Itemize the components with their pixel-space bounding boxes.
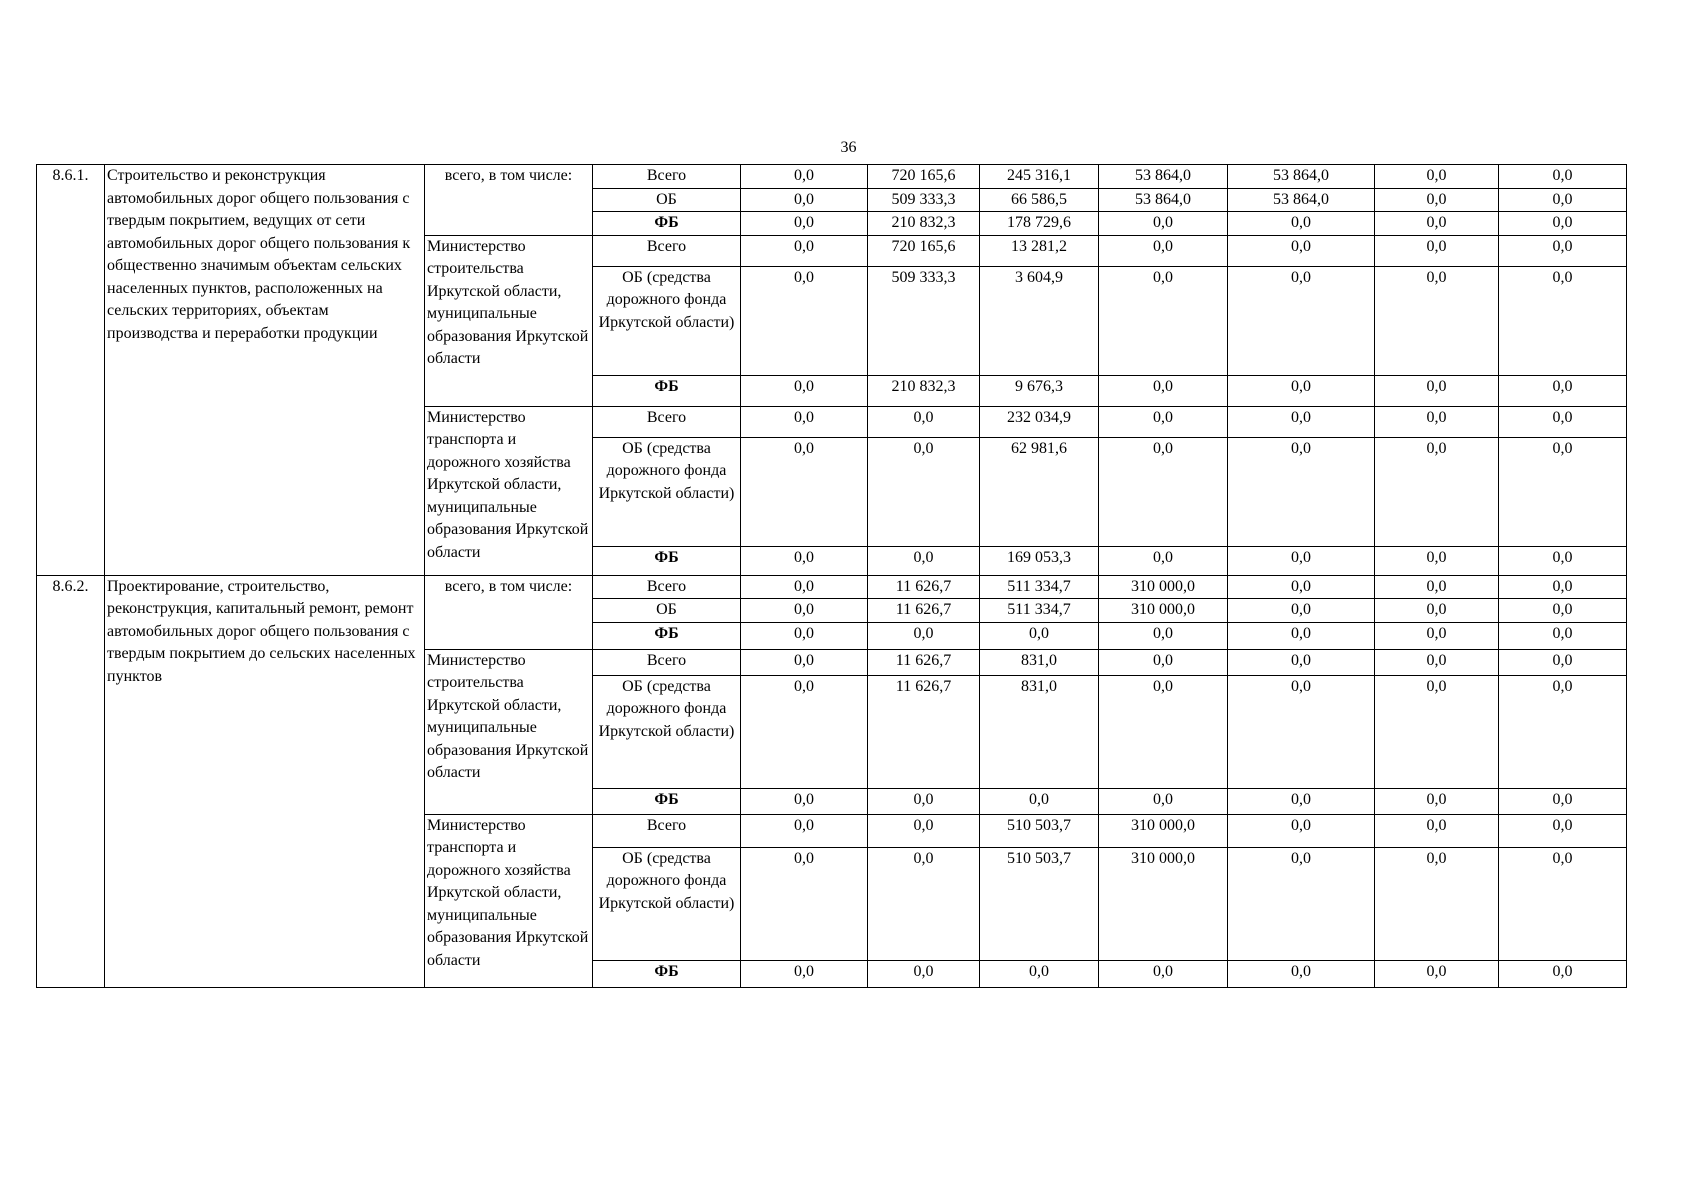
amount-cell: 62 981,6	[980, 437, 1099, 546]
amount-cell: 0,0	[1375, 649, 1499, 675]
amount-cell: 0,0	[741, 960, 868, 987]
funding-source-label: Всего	[593, 235, 741, 266]
table-row	[37, 575, 1627, 599]
amount-cell: 0,0	[741, 406, 868, 437]
amount-cell: 310 000,0	[1099, 814, 1228, 847]
amount-cell: 0,0	[980, 960, 1099, 987]
executor-cell: всего, в том числе:	[425, 165, 593, 236]
amount-cell: 232 034,9	[980, 406, 1099, 437]
amount-cell: 0,0	[1375, 235, 1499, 266]
amount-cell: 720 165,6	[868, 235, 980, 266]
amount-cell: 0,0	[1375, 788, 1499, 814]
amount-cell: 0,0	[741, 599, 868, 623]
amount-cell: 0,0	[868, 960, 980, 987]
funding-source-label: ФБ	[593, 788, 741, 814]
amount-cell: 0,0	[1099, 675, 1228, 788]
amount-cell: 0,0	[1228, 266, 1375, 375]
amount-cell: 0,0	[1375, 406, 1499, 437]
amount-cell: 0,0	[741, 437, 868, 546]
amount-cell: 0,0	[868, 622, 980, 649]
amount-cell: 0,0	[741, 375, 868, 406]
section-code: 8.6.1.	[37, 165, 105, 576]
amount-cell: 0,0	[1499, 437, 1627, 546]
amount-cell: 0,0	[741, 546, 868, 575]
amount-cell: 11 626,7	[868, 575, 980, 599]
amount-cell: 210 832,3	[868, 375, 980, 406]
table-row	[37, 165, 1627, 189]
amount-cell: 66 586,5	[980, 188, 1099, 212]
amount-cell: 0,0	[868, 546, 980, 575]
amount-cell: 0,0	[741, 188, 868, 212]
amount-cell: 0,0	[1099, 375, 1228, 406]
amount-cell: 0,0	[1375, 814, 1499, 847]
amount-cell: 511 334,7	[980, 599, 1099, 623]
executor-cell: Министерство строительства Иркутской области, муниципальные образования Иркутской области	[425, 649, 593, 814]
amount-cell: 0,0	[1499, 649, 1627, 675]
amount-cell: 0,0	[1228, 847, 1375, 960]
amount-cell: 0,0	[741, 575, 868, 599]
amount-cell: 0,0	[1228, 960, 1375, 987]
amount-cell: 53 864,0	[1099, 188, 1228, 212]
amount-cell: 0,0	[1228, 575, 1375, 599]
amount-cell: 0,0	[1499, 375, 1627, 406]
funding-source-label: ОБ	[593, 599, 741, 623]
funding-source-label: ФБ	[593, 212, 741, 236]
amount-cell: 0,0	[1228, 235, 1375, 266]
amount-cell: 0,0	[1099, 406, 1228, 437]
executor-cell: Министерство транспорта и дорожного хозяйства Иркутской области, муниципальные образования Иркутской области	[425, 406, 593, 575]
amount-cell: 0,0	[1228, 814, 1375, 847]
amount-cell: 0,0	[1375, 546, 1499, 575]
amount-cell: 310 000,0	[1099, 847, 1228, 960]
amount-cell: 0,0	[1375, 847, 1499, 960]
executor-cell: Министерство транспорта и дорожного хозяйства Иркутской области, муниципальные образования Иркутской области	[425, 814, 593, 987]
amount-cell: 0,0	[741, 235, 868, 266]
amount-cell: 53 864,0	[1099, 165, 1228, 189]
amount-cell: 0,0	[1499, 575, 1627, 599]
amount-cell: 831,0	[980, 649, 1099, 675]
amount-cell: 53 864,0	[1228, 188, 1375, 212]
funding-source-label: Всего	[593, 575, 741, 599]
funding-source-label: Всего	[593, 406, 741, 437]
amount-cell: 9 676,3	[980, 375, 1099, 406]
executor-cell: всего, в том числе:	[425, 575, 593, 649]
amount-cell: 0,0	[1228, 212, 1375, 236]
amount-cell: 509 333,3	[868, 266, 980, 375]
amount-cell: 0,0	[1499, 266, 1627, 375]
amount-cell: 0,0	[1228, 599, 1375, 623]
amount-cell: 0,0	[741, 266, 868, 375]
amount-cell: 0,0	[1099, 212, 1228, 236]
amount-cell: 0,0	[1228, 788, 1375, 814]
amount-cell: 0,0	[741, 788, 868, 814]
amount-cell: 0,0	[1099, 546, 1228, 575]
amount-cell: 511 334,7	[980, 575, 1099, 599]
amount-cell: 0,0	[1499, 165, 1627, 189]
page-number: 36	[840, 139, 857, 156]
funding-source-label: ОБ	[593, 188, 741, 212]
amount-cell: 0,0	[980, 622, 1099, 649]
amount-cell: 0,0	[1099, 649, 1228, 675]
amount-cell: 0,0	[868, 437, 980, 546]
amount-cell: 0,0	[1499, 622, 1627, 649]
amount-cell: 210 832,3	[868, 212, 980, 236]
amount-cell: 0,0	[1375, 960, 1499, 987]
funding-source-label: Всего	[593, 649, 741, 675]
amount-cell: 0,0	[1375, 212, 1499, 236]
amount-cell: 0,0	[1375, 622, 1499, 649]
amount-cell: 0,0	[1099, 960, 1228, 987]
amount-cell: 510 503,7	[980, 814, 1099, 847]
amount-cell: 0,0	[1375, 575, 1499, 599]
budget-table	[36, 164, 1627, 988]
amount-cell: 53 864,0	[1228, 165, 1375, 189]
section-code: 8.6.2.	[37, 575, 105, 987]
amount-cell: 510 503,7	[980, 847, 1099, 960]
amount-cell: 11 626,7	[868, 599, 980, 623]
funding-source-label: ОБ (средства дорожного фонда Иркутской области)	[593, 847, 741, 960]
amount-cell: 0,0	[1228, 375, 1375, 406]
amount-cell: 0,0	[1499, 406, 1627, 437]
amount-cell: 0,0	[868, 406, 980, 437]
funding-source-label: ФБ	[593, 622, 741, 649]
amount-cell: 0,0	[741, 649, 868, 675]
amount-cell: 0,0	[1099, 788, 1228, 814]
amount-cell: 0,0	[1375, 375, 1499, 406]
funding-source-label: Всего	[593, 165, 741, 189]
amount-cell: 0,0	[1375, 165, 1499, 189]
amount-cell: 0,0	[868, 847, 980, 960]
amount-cell: 0,0	[868, 788, 980, 814]
amount-cell: 0,0	[1375, 675, 1499, 788]
funding-source-label: ОБ (средства дорожного фонда Иркутской области)	[593, 266, 741, 375]
amount-cell: 0,0	[741, 165, 868, 189]
funding-source-label: ОБ (средства дорожного фонда Иркутской области)	[593, 437, 741, 546]
amount-cell: 0,0	[1499, 814, 1627, 847]
amount-cell: 0,0	[1099, 235, 1228, 266]
amount-cell: 310 000,0	[1099, 599, 1228, 623]
amount-cell: 0,0	[1499, 546, 1627, 575]
amount-cell: 0,0	[1099, 622, 1228, 649]
amount-cell: 0,0	[1228, 546, 1375, 575]
amount-cell: 831,0	[980, 675, 1099, 788]
amount-cell: 0,0	[1375, 266, 1499, 375]
amount-cell: 0,0	[1499, 788, 1627, 814]
amount-cell: 0,0	[1499, 960, 1627, 987]
amount-cell: 0,0	[1499, 235, 1627, 266]
amount-cell: 0,0	[868, 814, 980, 847]
funding-source-label: ФБ	[593, 546, 741, 575]
funding-source-label: ФБ	[593, 960, 741, 987]
amount-cell: 0,0	[1499, 675, 1627, 788]
funding-source-label: Всего	[593, 814, 741, 847]
funding-source-label: ОБ (средства дорожного фонда Иркутской области)	[593, 675, 741, 788]
amount-cell: 0,0	[1375, 599, 1499, 623]
budget-table-body	[37, 165, 1627, 988]
amount-cell: 0,0	[741, 814, 868, 847]
amount-cell: 0,0	[1375, 188, 1499, 212]
amount-cell: 0,0	[1099, 266, 1228, 375]
amount-cell: 0,0	[1228, 675, 1375, 788]
amount-cell: 310 000,0	[1099, 575, 1228, 599]
section-name: Строительство и реконструкция автомобильных дорог общего пользования с твердым покрытием, ведущих от сети автомобильных дорог общего пользования к общественно значимым объектам сельских населенных пунктов, расположенных на сельских территориях, объектам производства и переработки продукции	[105, 165, 425, 576]
amount-cell: 0,0	[1499, 599, 1627, 623]
amount-cell: 3 604,9	[980, 266, 1099, 375]
amount-cell: 0,0	[1228, 649, 1375, 675]
amount-cell: 0,0	[1375, 437, 1499, 546]
amount-cell: 0,0	[1228, 622, 1375, 649]
amount-cell: 11 626,7	[868, 675, 980, 788]
amount-cell: 0,0	[1499, 847, 1627, 960]
amount-cell: 0,0	[1499, 212, 1627, 236]
amount-cell: 13 281,2	[980, 235, 1099, 266]
amount-cell: 0,0	[741, 675, 868, 788]
amount-cell: 0,0	[1499, 188, 1627, 212]
amount-cell: 0,0	[741, 212, 868, 236]
funding-source-label: ФБ	[593, 375, 741, 406]
executor-cell: Министерство строительства Иркутской области, муниципальные образования Иркутской области	[425, 235, 593, 406]
amount-cell: 0,0	[741, 622, 868, 649]
amount-cell: 0,0	[1099, 437, 1228, 546]
amount-cell: 11 626,7	[868, 649, 980, 675]
amount-cell: 169 053,3	[980, 546, 1099, 575]
amount-cell: 0,0	[1228, 437, 1375, 546]
amount-cell: 720 165,6	[868, 165, 980, 189]
amount-cell: 0,0	[980, 788, 1099, 814]
amount-cell: 245 316,1	[980, 165, 1099, 189]
amount-cell: 178 729,6	[980, 212, 1099, 236]
amount-cell: 0,0	[1228, 406, 1375, 437]
amount-cell: 0,0	[741, 847, 868, 960]
amount-cell: 509 333,3	[868, 188, 980, 212]
section-name: Проектирование, строительство, реконструкция, капитальный ремонт, ремонт автомобильных дорог общего пользования с твердым покрытием до сельских населенных пунктов	[105, 575, 425, 987]
